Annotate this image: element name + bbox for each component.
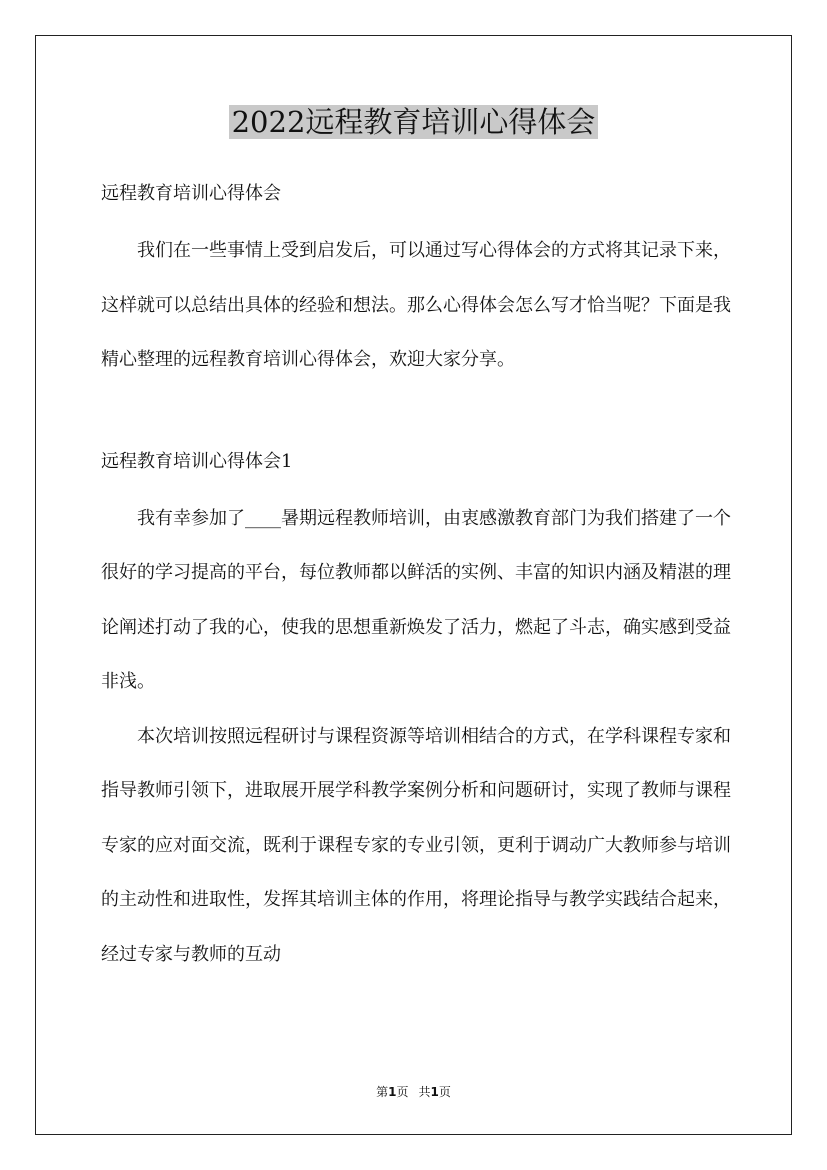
- document-title-text: 2022远程教育培训心得体会: [229, 105, 599, 139]
- section1-heading: 远程教育培训心得体会1: [101, 450, 293, 472]
- document-title: [0, 101, 827, 143]
- page-number: 1: [388, 1085, 397, 1099]
- section1-paragraph-1: 我有幸参加了____暑期远程教师培训，由衷感激教育部门为我们搭建了一个很好的学习提高的平台，每位教师都以鲜活的实例、丰富的知识内涵及精湛的理论阐述打动了我的心，使我的思想重新焕发了活力，燃起了斗志，确实感到受益非浅。: [101, 507, 731, 692]
- total-pages: 1: [430, 1085, 439, 1099]
- page-prefix: 第: [376, 1085, 389, 1099]
- document-body: [101, 172, 731, 982]
- intro-heading: 远程教育培训心得体会: [101, 183, 281, 204]
- page-footer: [0, 1084, 827, 1100]
- page-suffix: 页: [396, 1085, 409, 1099]
- spacer: [101, 484, 731, 492]
- section1-paragraph-2: 本次培训按照远程研讨与课程资源等培训相结合的方式，在学科课程专家和指导教师引领下，进取展开展学科教学案例分析和问题研讨，实现了教师与课程专家的应对面交流，既利于课程专家的专业引领，更利于调动广大教师参与培训的主动性和进取性，发挥其培训主体的作用，将理论指导与教学实践结合起来，经过专家与教师的互动: [101, 725, 731, 965]
- spacer: [101, 216, 731, 224]
- total-suffix: 页: [438, 1085, 451, 1099]
- section-gap: [101, 388, 731, 440]
- intro-paragraph: 我们在一些事情上受到启发后，可以通过写心得体会的方式将其记录下来，这样就可以总结出具体的经验和想法。那么心得体会怎么写才恰当呢？下面是我精心整理的远程教育培训心得体会，欢迎大家分享。: [101, 240, 731, 370]
- total-prefix: 共: [418, 1085, 431, 1099]
